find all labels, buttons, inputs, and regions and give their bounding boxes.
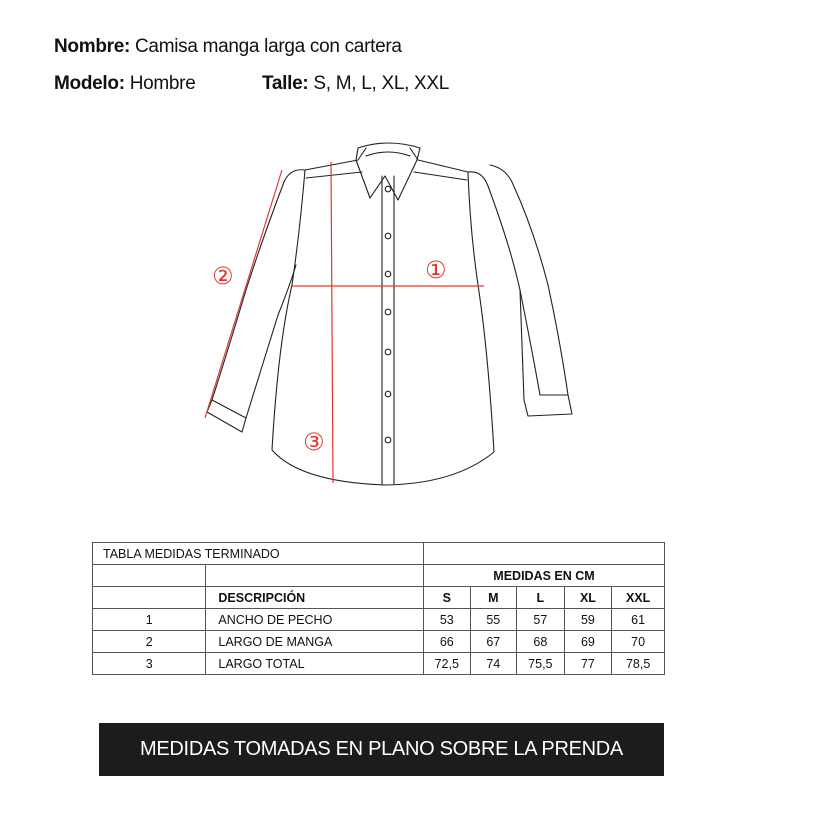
nombre-label: Nombre: bbox=[54, 36, 131, 57]
row-number: 1 bbox=[93, 609, 206, 631]
row-value: 70 bbox=[612, 631, 665, 653]
row-value: 77 bbox=[564, 653, 612, 675]
shirt-button bbox=[385, 271, 391, 277]
size-header: XL bbox=[564, 587, 612, 609]
shirt-button bbox=[385, 349, 391, 355]
row-value: 68 bbox=[517, 631, 565, 653]
row-value: 57 bbox=[517, 609, 565, 631]
talle-value: S, M, L, XL, XXL bbox=[313, 73, 450, 94]
row-value: 74 bbox=[470, 653, 517, 675]
size-header: L bbox=[517, 587, 565, 609]
row-value: 66 bbox=[424, 631, 471, 653]
row-description: LARGO TOTAL bbox=[206, 653, 424, 675]
row-value: 78,5 bbox=[612, 653, 665, 675]
flat-measurement-banner: MEDIDAS TOMADAS EN PLANO SOBRE LA PRENDA bbox=[99, 723, 664, 776]
shirt-shoulder-left bbox=[305, 148, 366, 170]
product-name-line bbox=[54, 36, 402, 58]
modelo-value: Hombre bbox=[129, 73, 196, 94]
shirt-button bbox=[385, 309, 391, 315]
row-value: 67 bbox=[470, 631, 517, 653]
marker-3: ③ bbox=[303, 428, 325, 456]
shirt-button bbox=[385, 437, 391, 443]
row-value: 53 bbox=[424, 609, 471, 631]
measurements-table bbox=[92, 542, 665, 675]
nombre-value: Camisa manga larga con cartera bbox=[135, 36, 402, 57]
table-title: TABLA MEDIDAS TERMINADO bbox=[93, 543, 424, 565]
size-header: XXL bbox=[612, 587, 665, 609]
shirt-button bbox=[385, 186, 391, 192]
modelo-label: Modelo: bbox=[54, 73, 125, 94]
row-number: 2 bbox=[93, 631, 206, 653]
measure-line-length bbox=[331, 162, 333, 483]
row-number: 3 bbox=[93, 653, 206, 675]
size-header: S bbox=[424, 587, 471, 609]
size-line bbox=[262, 73, 449, 95]
row-value: 69 bbox=[564, 631, 612, 653]
talle-label: Talle: bbox=[262, 73, 309, 94]
measure-line-sleeve bbox=[205, 170, 282, 418]
shirt-cuff-left bbox=[207, 400, 246, 432]
shirt-sleeve-right bbox=[468, 165, 568, 395]
row-value: 61 bbox=[612, 609, 665, 631]
table-row bbox=[93, 653, 665, 675]
table-row bbox=[93, 609, 665, 631]
group-header: MEDIDAS EN CM bbox=[424, 565, 665, 587]
row-description: LARGO DE MANGA bbox=[206, 631, 424, 653]
shirt-button bbox=[385, 233, 391, 239]
row-value: 55 bbox=[470, 609, 517, 631]
marker-2: ② bbox=[212, 262, 234, 290]
shirt-cuff-right bbox=[524, 395, 572, 416]
row-value: 75,5 bbox=[517, 653, 565, 675]
marker-1: ① bbox=[425, 256, 447, 284]
row-description: ANCHO DE PECHO bbox=[206, 609, 424, 631]
table-header-row bbox=[93, 587, 665, 609]
row-value: 59 bbox=[564, 609, 612, 631]
size-header: M bbox=[470, 587, 517, 609]
desc-header: DESCRIPCIÓN bbox=[206, 587, 424, 609]
shirt-diagram bbox=[190, 130, 590, 510]
row-value: 72,5 bbox=[424, 653, 471, 675]
model-line bbox=[54, 73, 195, 95]
table-row bbox=[93, 631, 665, 653]
shirt-sleeve-left bbox=[212, 170, 305, 418]
shirt-button bbox=[385, 391, 391, 397]
